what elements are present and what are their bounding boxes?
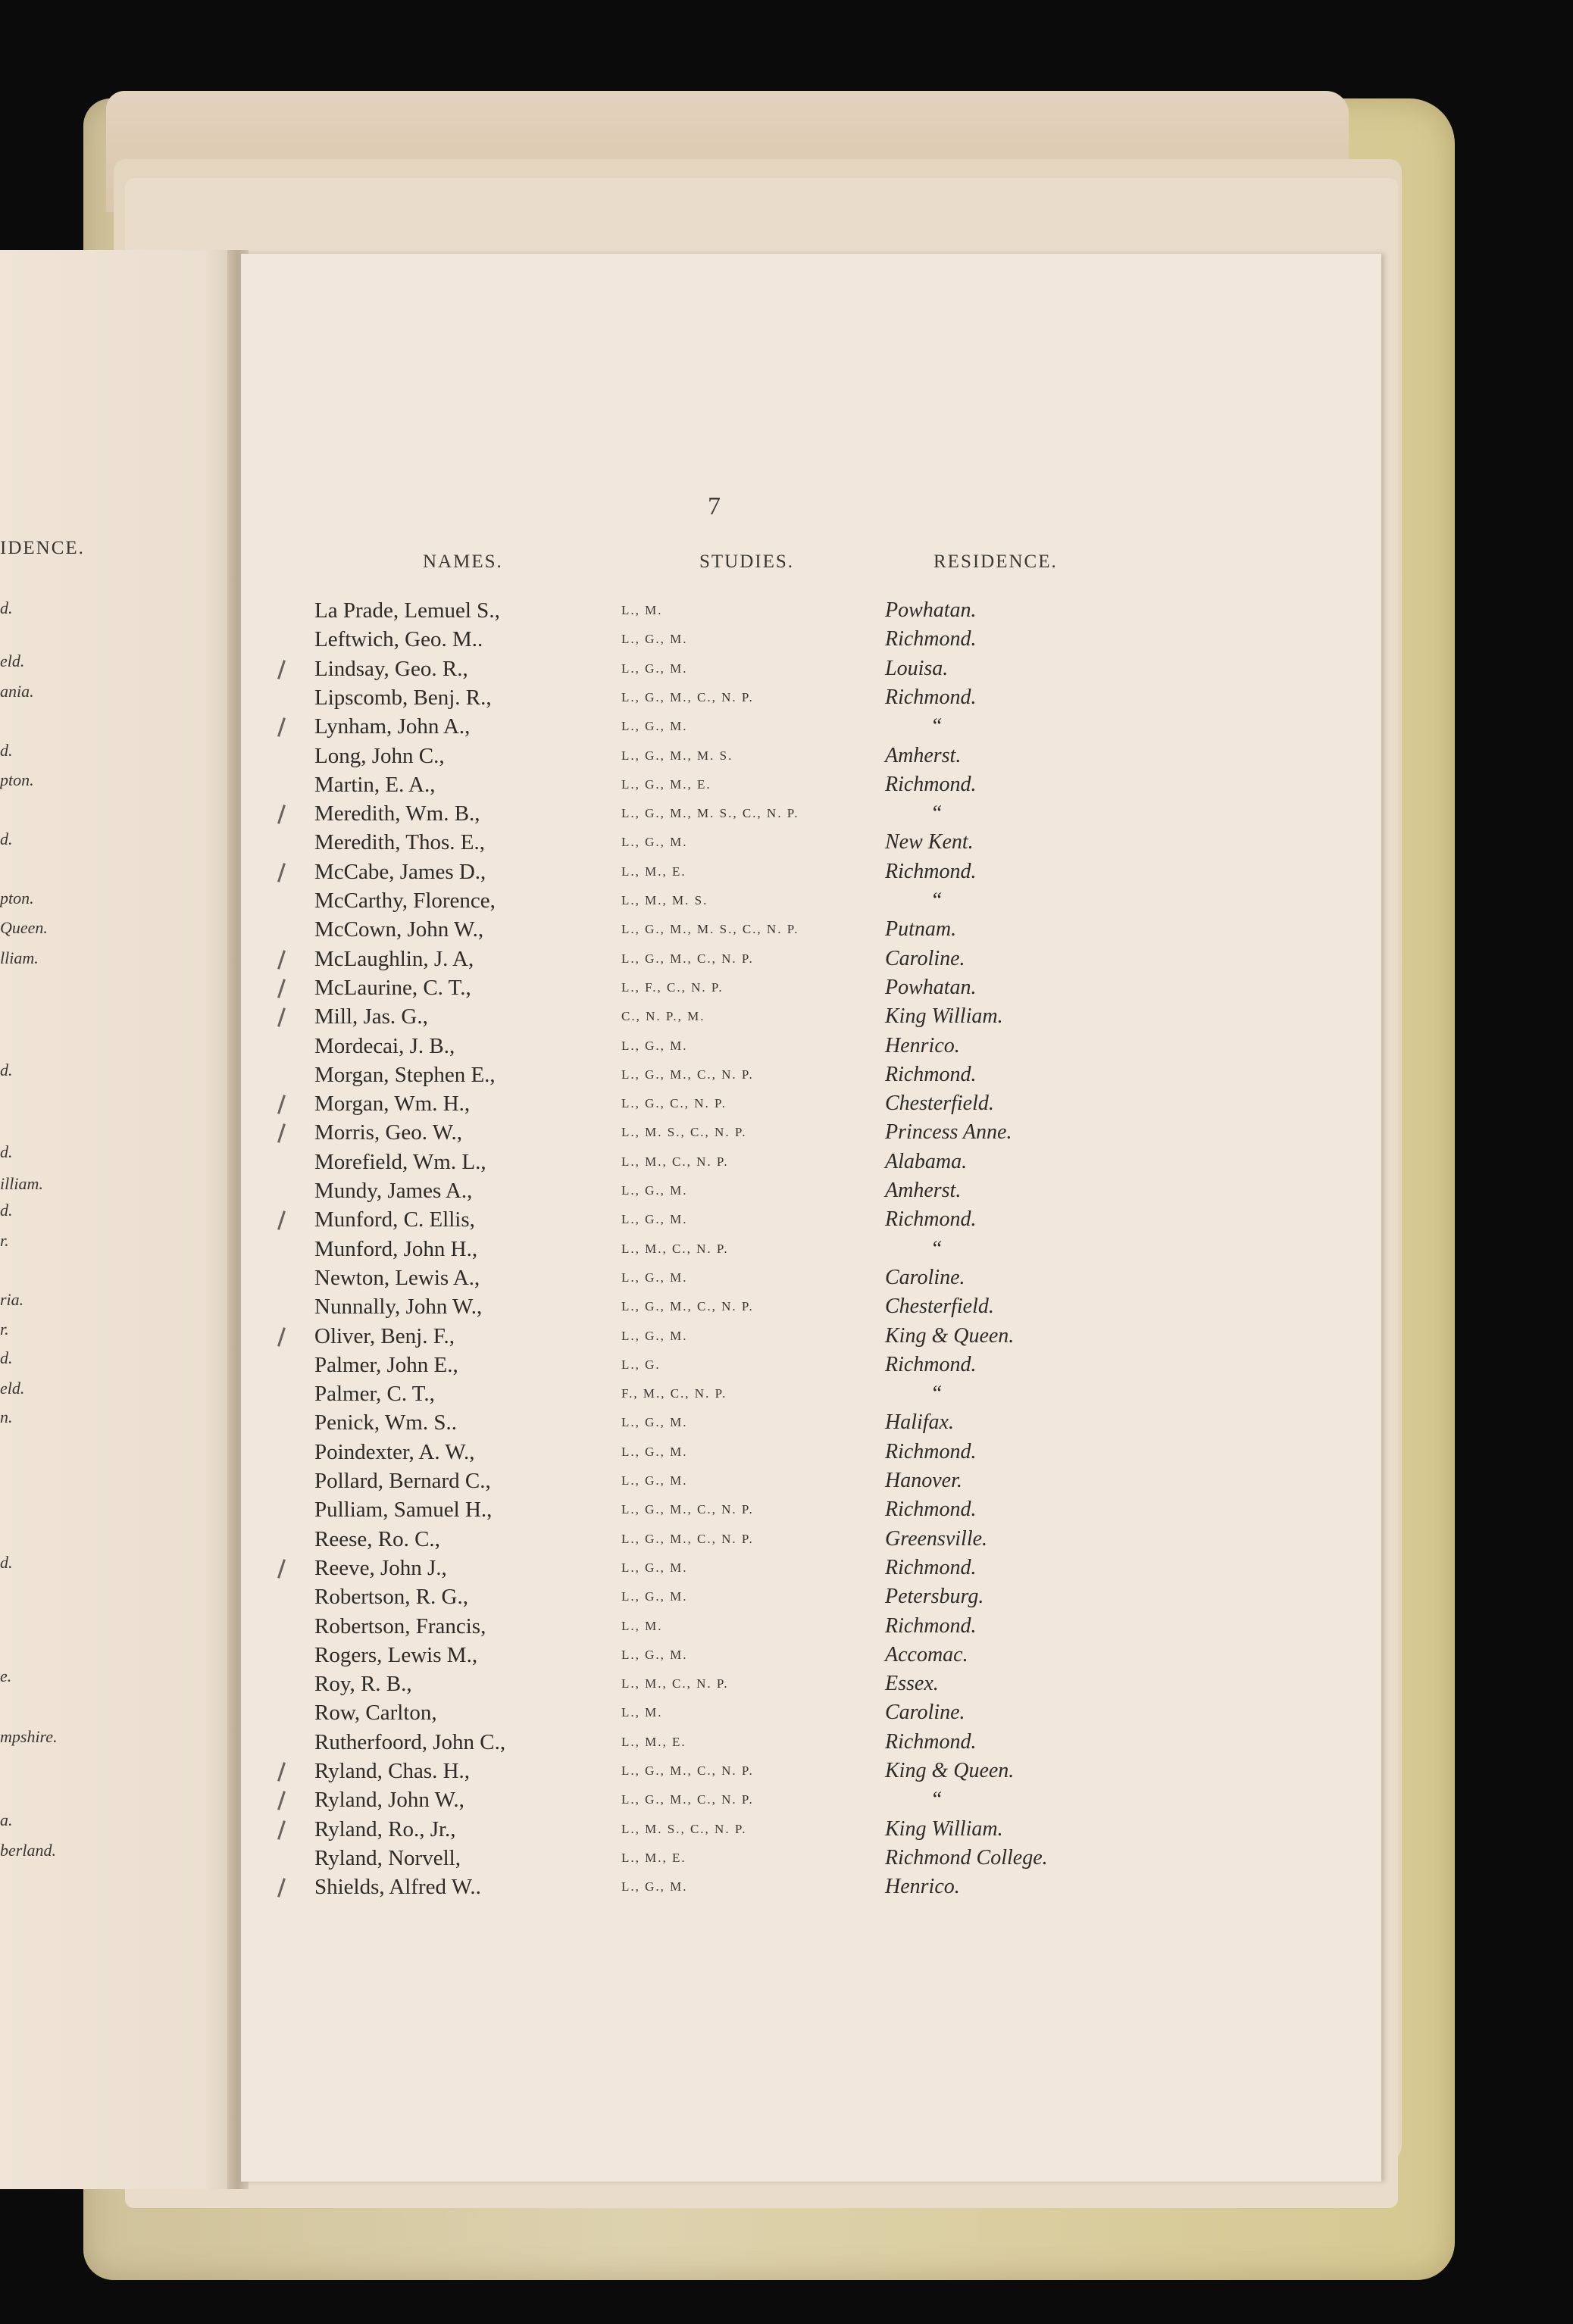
left-page-fragment: d.	[0, 1348, 13, 1367]
student-name: Reese, Ro. C.,	[314, 1526, 440, 1551]
student-name: La Prade, Lemuel S.,	[314, 598, 500, 623]
student-residence: “	[930, 714, 943, 739]
student-name: Martin, E. A.,	[314, 772, 436, 797]
student-residence: King William.	[885, 1816, 1003, 1841]
student-residence: Caroline.	[885, 1701, 965, 1725]
student-name: Leftwich, Geo. M..	[314, 627, 483, 652]
student-name: Ryland, John W.,	[314, 1788, 464, 1813]
student-residence: Putnam.	[885, 917, 957, 942]
student-residence: New Kent.	[885, 830, 974, 854]
student-residence: Richmond.	[885, 772, 977, 796]
student-residence: Alabama.	[885, 1149, 968, 1173]
student-name: Nunnally, John W.,	[314, 1295, 483, 1320]
student-studies: L., G., M.	[621, 1038, 688, 1053]
student-residence: Richmond.	[885, 859, 977, 883]
student-name: Rutherfoord, John C.,	[314, 1729, 506, 1754]
student-residence: “	[930, 1788, 943, 1812]
student-studies: L., G., M.	[621, 1473, 688, 1488]
student-studies: L., G., M., M. S., C., N. P.	[621, 806, 799, 821]
left-page-text	[0, 250, 227, 2189]
left-page-fragment: mpshire.	[0, 1727, 58, 1746]
student-studies: L., M.	[621, 1705, 663, 1720]
student-name: Robertson, Francis,	[314, 1613, 486, 1638]
left-page-fragment: Queen.	[0, 918, 48, 937]
student-name: Mundy, James A.,	[314, 1179, 473, 1203]
left-facing-page	[0, 250, 241, 2189]
student-residence: Princess Anne.	[885, 1120, 1012, 1145]
student-studies: L., M., C., N. P.	[621, 1154, 729, 1169]
student-residence: King & Queen.	[885, 1323, 1015, 1348]
student-name: Oliver, Benj. F.,	[314, 1323, 455, 1348]
student-residence: Halifax.	[885, 1410, 954, 1435]
student-residence: Essex.	[885, 1672, 939, 1696]
student-studies: L., G., M., C., N. P.	[621, 1067, 754, 1082]
page-number: 7	[708, 492, 721, 520]
student-studies: C., N. P., M.	[621, 1009, 705, 1024]
student-studies: L., G.	[621, 1357, 661, 1372]
student-studies: L., G., M., C., N. P.	[621, 689, 754, 704]
left-page-fragment: n.	[0, 1407, 13, 1426]
left-page-fragment: e.	[0, 1666, 12, 1685]
left-page-fragment: d.	[0, 598, 13, 617]
student-studies: L., G., M., E.	[621, 776, 711, 792]
student-studies: L., G., M., C., N. P.	[621, 1763, 754, 1778]
left-page-fragment: eld.	[0, 651, 25, 670]
student-name: McCown, John W.,	[314, 917, 484, 942]
student-residence: King & Queen.	[885, 1759, 1015, 1782]
student-studies: L., G., M.	[621, 1879, 688, 1894]
student-name: Lindsay, Geo. R.,	[314, 656, 468, 681]
student-studies: L., M., E.	[621, 864, 686, 879]
student-name: Ryland, Ro., Jr.,	[314, 1816, 456, 1841]
student-name: Roy, R. B.,	[314, 1672, 412, 1697]
student-studies: L., G., M.	[621, 1212, 688, 1227]
student-studies: L., M., M. S.	[621, 893, 708, 907]
student-name: Palmer, C. T.,	[314, 1382, 435, 1407]
column-header-residence: RESIDENCE.	[933, 551, 1058, 572]
student-residence: Richmond.	[885, 627, 977, 651]
student-studies: L., G., M.	[621, 1328, 688, 1343]
student-residence: Louisa.	[885, 656, 949, 680]
student-residence: Richmond.	[885, 1729, 977, 1754]
left-page-fragment: berland.	[0, 1841, 56, 1860]
left-page-fragment: lliam.	[0, 948, 39, 967]
student-name: Pollard, Bernard C.,	[314, 1469, 491, 1493]
student-studies: L., G., M., M. S., C., N. P.	[621, 922, 799, 937]
left-page-fragment: a.	[0, 1810, 13, 1829]
student-residence: Richmond.	[885, 1439, 977, 1463]
student-name: Lynham, John A.,	[314, 714, 471, 739]
left-page-fragment: d.	[0, 1060, 13, 1079]
student-studies: L., G., M., C., N. P.	[621, 951, 754, 966]
student-residence: Hanover.	[885, 1469, 962, 1492]
student-name: Meredith, Wm. B.,	[314, 801, 480, 826]
student-residence: Caroline.	[885, 1265, 965, 1289]
student-name: Row, Carlton,	[314, 1701, 437, 1726]
student-studies: F., M., C., N. P.	[621, 1386, 727, 1401]
student-name: McLaughlin, J. A,	[314, 946, 474, 971]
student-residence: “	[930, 1236, 943, 1260]
student-studies: L., M.	[621, 1618, 663, 1633]
left-page-fragment: r.	[0, 1320, 9, 1338]
student-name: Pulliam, Samuel H.,	[314, 1498, 493, 1523]
left-page-fragment: pton.	[0, 889, 34, 907]
student-residence: Amherst.	[885, 743, 962, 767]
student-name: Poindexter, A. W.,	[314, 1439, 475, 1464]
student-residence: Richmond.	[885, 1062, 977, 1086]
student-name: Morefield, Wm. L.,	[314, 1149, 486, 1174]
student-residence: Richmond.	[885, 685, 977, 709]
student-studies: L., G., M.	[621, 1444, 688, 1459]
student-studies: L., G., M.	[621, 719, 688, 734]
student-studies: L., G., M.	[621, 1560, 688, 1575]
left-page-fragment: d.	[0, 1201, 13, 1220]
student-residence: Greensville.	[885, 1526, 988, 1551]
student-studies: L., G., M.	[621, 632, 688, 647]
student-studies: L., G., M.	[621, 1270, 688, 1285]
student-studies: L., M. S., C., N. P.	[621, 1125, 747, 1140]
student-residence: Amherst.	[885, 1179, 962, 1202]
student-studies: L., G., M.	[621, 661, 688, 676]
student-name: Newton, Lewis A.,	[314, 1265, 480, 1290]
student-studies: L., G., M., C., N. P.	[621, 1792, 754, 1807]
student-studies: L., M. S., C., N. P.	[621, 1821, 747, 1836]
student-name: Morgan, Stephen E.,	[314, 1062, 496, 1087]
student-studies: L., G., M., C., N. P.	[621, 1531, 754, 1546]
left-page-fragment: eld.	[0, 1379, 25, 1398]
student-residence: Powhatan.	[885, 975, 977, 999]
left-page-fragment: r.	[0, 1231, 9, 1250]
left-page-fragment: ria.	[0, 1290, 24, 1309]
student-studies: L., M., E.	[621, 1734, 686, 1749]
student-residence: Richmond.	[885, 1555, 977, 1579]
student-name: Palmer, John E.,	[314, 1352, 458, 1377]
student-name: Munford, John H.,	[314, 1236, 478, 1261]
student-studies: L., G., C., N. P.	[621, 1096, 727, 1111]
student-residence: Richmond.	[885, 1498, 977, 1522]
column-header-studies: STUDIES.	[699, 551, 795, 572]
student-studies: L., M., E.	[621, 1850, 686, 1865]
student-studies: L., G., M.	[621, 1415, 688, 1430]
student-name: Morgan, Wm. H.,	[314, 1092, 471, 1117]
student-residence: “	[930, 1382, 943, 1406]
student-name: Lipscomb, Benj. R.,	[314, 685, 492, 710]
student-name: Munford, C. Ellis,	[314, 1207, 475, 1232]
student-name: Robertson, R. G.,	[314, 1585, 468, 1610]
student-name: Mill, Jas. G.,	[314, 1004, 428, 1029]
student-residence: Richmond.	[885, 1613, 977, 1638]
left-page-fragment: d.	[0, 741, 13, 760]
student-studies: L., G., M., C., N. P.	[621, 1299, 754, 1314]
student-name: Meredith, Thos. E.,	[314, 830, 485, 855]
student-residence: Chesterfield.	[885, 1295, 994, 1319]
student-residence: “	[930, 801, 943, 826]
student-studies: L., G., M., M. S.	[621, 748, 733, 763]
student-studies: L., M., C., N. P.	[621, 1676, 729, 1691]
student-studies: L., M.	[621, 603, 663, 617]
student-residence: Richmond College.	[885, 1845, 1048, 1870]
student-studies: L., G., M.	[621, 1589, 688, 1604]
student-residence: Henrico.	[885, 1033, 960, 1057]
student-studies: L., M., C., N. P.	[621, 1241, 729, 1256]
student-studies: L., G., M.	[621, 1183, 688, 1198]
student-name: Ryland, Chas. H.,	[314, 1759, 471, 1783]
student-residence: Caroline.	[885, 946, 965, 970]
student-studies: L., G., M., C., N. P.	[621, 1502, 754, 1517]
student-name: McCarthy, Florence,	[314, 889, 496, 913]
student-residence: Richmond.	[885, 1352, 977, 1376]
student-name: Long, John C.,	[314, 743, 445, 768]
left-page-fragment: ania.	[0, 682, 34, 701]
left-page-fragment: d.	[0, 1553, 13, 1572]
student-name: McLaurine, C. T.,	[314, 975, 471, 1000]
student-name: Rogers, Lewis M.,	[314, 1642, 478, 1667]
student-residence: Powhatan.	[885, 598, 977, 622]
student-residence: Henrico.	[885, 1875, 960, 1899]
column-header-names: NAMES.	[423, 551, 503, 572]
left-page-fragment: d.	[0, 829, 13, 848]
student-residence: Accomac.	[885, 1642, 968, 1666]
left-page-fragment: d.	[0, 1142, 13, 1161]
student-name: Mordecai, J. B.,	[314, 1033, 455, 1058]
student-residence: Chesterfield.	[885, 1092, 994, 1116]
student-name: Shields, Alfred W..	[314, 1875, 481, 1900]
student-name: McCabe, James D.,	[314, 859, 486, 884]
main-page	[241, 254, 1381, 2182]
student-name: Reeve, John J.,	[314, 1555, 447, 1580]
left-page-fragment: pton.	[0, 770, 34, 789]
student-name: Penick, Wm. S..	[314, 1410, 457, 1435]
student-residence: Richmond.	[885, 1207, 977, 1232]
student-residence: King William.	[885, 1004, 1003, 1029]
left-page-header-fragment: IDENCE.	[0, 538, 85, 558]
student-residence: Petersburg.	[885, 1585, 984, 1609]
student-name: Ryland, Norvell,	[314, 1845, 461, 1870]
student-studies: L., F., C., N. P.	[621, 979, 724, 995]
left-page-fragment: illiam.	[0, 1174, 43, 1193]
student-studies: L., G., M.	[621, 1647, 688, 1662]
student-name: Morris, Geo. W.,	[314, 1120, 462, 1145]
student-residence: “	[930, 889, 943, 912]
student-studies: L., G., M.	[621, 835, 688, 850]
